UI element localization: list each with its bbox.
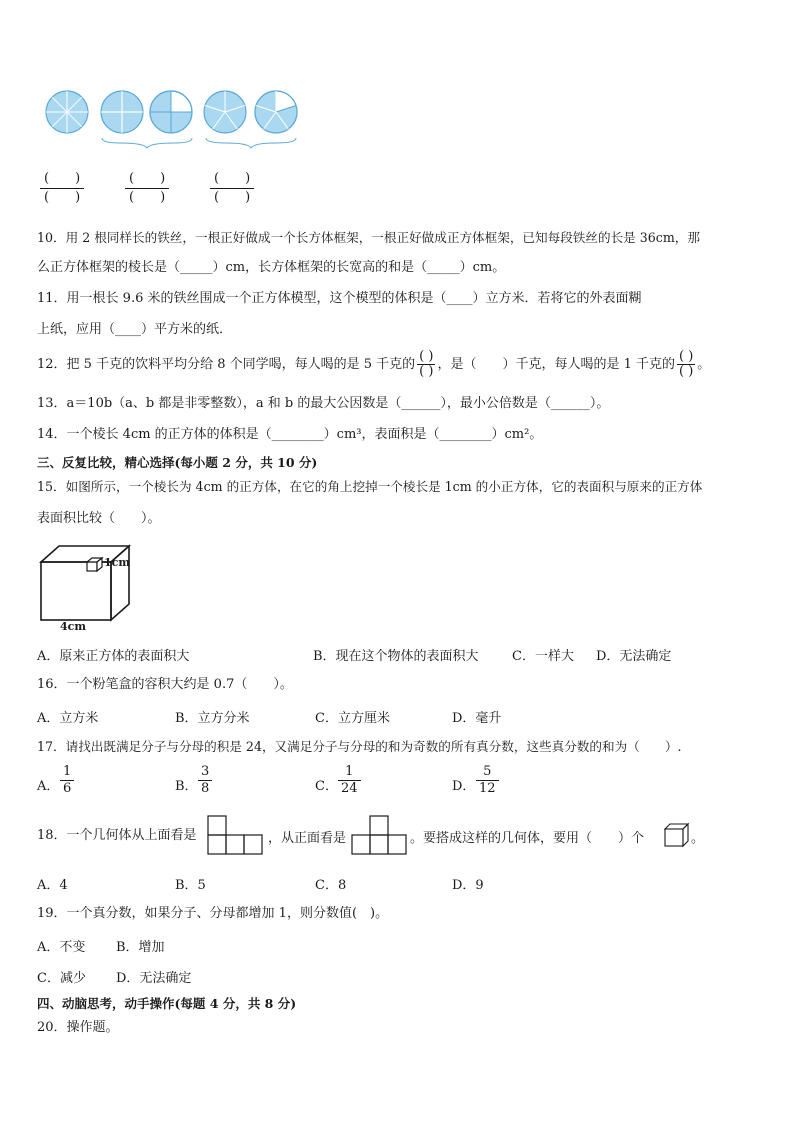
section-3-heading: 三、反复比较，精心选择(每小题 2 分，共 10 分) — [37, 455, 318, 470]
label-4cm: 4cm — [60, 620, 86, 633]
q11-line2: 上纸，应用（____）平方米的纸． — [37, 322, 233, 337]
q12-frac-2: $\frac{( )}{( )}$ — [678, 349, 694, 379]
q14: 14．一个棱长 4cm 的正方体的体积是（________）cm³，表面积是（________）cm²。 — [37, 427, 543, 442]
q18-part4: 。 — [691, 831, 705, 846]
q10-line2: 么正方体框架的棱长是（_____）cm，长方体框架的长宽高的和是（_____）cm。 — [37, 260, 506, 275]
q16-option-c[interactable]: C．立方厘米 — [315, 711, 390, 726]
small-cube-icon — [663, 822, 691, 848]
q16-option-d[interactable]: D．毫升 — [452, 711, 502, 726]
q19-option-a[interactable]: A．不变 — [37, 940, 86, 955]
q15-line1: 15．如图所示，一个棱长为 4cm 的正方体，在它的角上挖掉一个棱长是 1cm 的小正方体，它的表面积与原来的正方体 — [37, 479, 703, 494]
q15-option-b[interactable]: B．现在这个物体的表面积大 — [313, 649, 479, 664]
q17-stem: 17．请找出既满足分子与分母的积是 24，又满足分子与分母的和为奇数的所有真分数，这些真分数的和为（ ）. — [37, 739, 682, 754]
q17-option-d-fraction[interactable]: 5 12 — [476, 764, 499, 797]
q13: 13．a＝10b（a、b 都是非零整数），a 和 b 的最大公因数是（______），最小公倍数是（______）。 — [37, 396, 610, 411]
label-1cm: 1cm — [104, 556, 130, 569]
q12-part2: ，是（ ）千克，每人喝的是 1 千克的 — [437, 357, 675, 372]
front-view-figure — [351, 815, 409, 855]
q12-frac-1: $\frac{( )}{( )}$ — [419, 349, 434, 379]
pie-eighths — [46, 91, 88, 133]
q18-option-a[interactable]: A．4 — [37, 878, 68, 893]
q17-option-a-label[interactable]: A． — [37, 779, 60, 794]
q17-option-b-label[interactable]: B． — [175, 779, 198, 794]
q15-line2: 表面积比较（ ）。 — [37, 511, 161, 526]
pie-quarters-partial — [150, 91, 192, 133]
q11-line1: 11．用一根长 9.6 米的铁丝围成一个正方体模型，这个模型的体积是（____）立方米．若将它的外表面糊 — [37, 291, 642, 306]
q16-option-a[interactable]: A．立方米 — [37, 711, 99, 726]
q18-option-b[interactable]: B．5 — [175, 878, 206, 893]
q15-option-d[interactable]: D．无法确定 — [596, 649, 672, 664]
blank-fraction-1[interactable]: ( ) ( ) — [40, 170, 84, 207]
fraction-pie-figures — [40, 86, 304, 150]
q18-part2: ，从正面看是 — [268, 831, 347, 846]
brace-2 — [206, 138, 296, 148]
q17-option-a-fraction[interactable]: 1 6 — [60, 764, 74, 797]
top-view-figure — [207, 815, 265, 855]
blank-fraction-3[interactable]: ( ) ( ) — [210, 170, 254, 207]
q10-line1: 10．用 2 根同样长的铁丝，一根正好做成一个长方体框架，一根正好做成正方体框架，已知每段铁丝的长是 36cm，那 — [37, 230, 700, 245]
q16-option-b[interactable]: B．立方分米 — [175, 711, 250, 726]
q20: 20．操作题。 — [37, 1020, 119, 1035]
q15-option-a[interactable]: A．原来正方体的表面积大 — [37, 649, 190, 664]
blank-fraction-2[interactable]: ( ) ( ) — [125, 170, 169, 207]
q19-option-d[interactable]: D．无法确定 — [116, 971, 192, 986]
q18-option-c[interactable]: C．8 — [315, 878, 347, 893]
pie-quarters-full — [101, 91, 143, 133]
pie-fifths-full — [204, 91, 246, 133]
q17-option-c-label[interactable]: C． — [315, 779, 338, 794]
q16-stem: 16．一个粉笔盒的容积大约是 0.7（ ）。 — [37, 677, 293, 692]
q12-part1: 12．把 5 千克的饮料平均分给 8 个同学喝，每人喝的是 5 千克的 — [37, 357, 416, 372]
small-cube-notch — [87, 562, 97, 571]
q18-part1: 18．一个几何体从上面看是 — [37, 828, 197, 843]
pie-fifths-partial — [255, 91, 297, 133]
q17-option-d-label[interactable]: D． — [452, 779, 476, 794]
brace-1 — [102, 138, 192, 148]
section-4-heading: 四、动脑思考，动手操作(每题 4 分，共 8 分) — [37, 996, 297, 1011]
q19-stem: 19．一个真分数，如果分子、分母都增加 1，则分数值( )。 — [37, 906, 389, 921]
q12-part3: 。 — [697, 357, 711, 372]
q18-option-d[interactable]: D．9 — [452, 878, 484, 893]
q19-option-c[interactable]: C．减少 — [37, 971, 86, 986]
q12 — [37, 348, 710, 382]
q15-option-c[interactable]: C．一样大 — [512, 649, 574, 664]
q17-option-c-fraction[interactable]: 1 24 — [338, 764, 361, 797]
cube-figure — [37, 540, 137, 634]
q19-option-b[interactable]: B．增加 — [116, 940, 165, 955]
q17-option-b-fraction[interactable]: 3 8 — [198, 764, 212, 797]
q18-part3: 。要搭成这样的几何体，要用（ ）个 — [410, 831, 645, 846]
